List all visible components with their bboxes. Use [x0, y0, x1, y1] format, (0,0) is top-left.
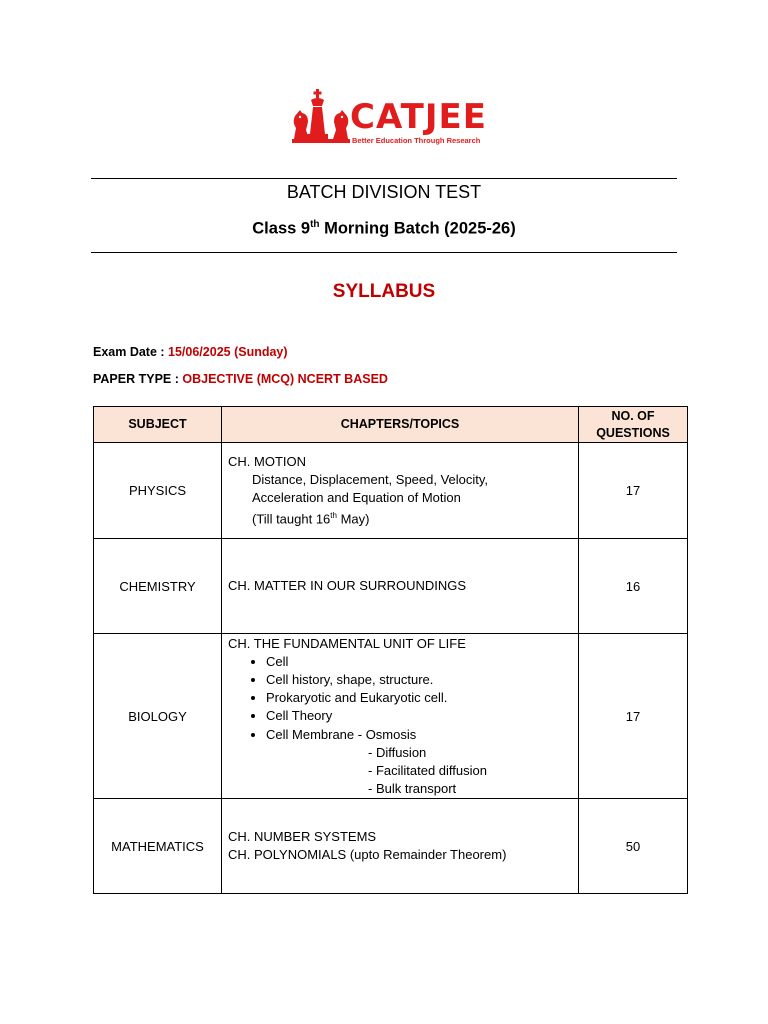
syllabus-table [93, 406, 688, 894]
chess-pieces-icon [290, 88, 352, 148]
question-count: 17 [579, 634, 688, 799]
list-item: • Cell Theory [266, 707, 572, 725]
top-divider [91, 178, 677, 179]
subject-cell: CHEMISTRY [94, 539, 222, 634]
subject-cell: MATHEMATICS [94, 799, 222, 894]
topic-line: Acceleration and Equation of Motion [252, 489, 461, 505]
chapter-title: CH. MOTION [228, 453, 306, 469]
exam-date [93, 345, 288, 359]
sub-item: - Bulk transport [368, 780, 457, 796]
exam-date-value: 15/06/2025 (Sunday) [168, 345, 288, 359]
topic-note: (Till taught 16th May) [252, 510, 370, 527]
question-count: 50 [579, 799, 688, 894]
logo-tagline: Better Education Through Research [352, 136, 481, 145]
header-questions: NO. OF QUESTIONS [579, 407, 688, 443]
table-row [94, 443, 688, 539]
logo-wordmark: CATJEE [350, 97, 487, 137]
bottom-divider [91, 252, 677, 253]
paper-type [93, 372, 388, 386]
subject-cell: BIOLOGY [94, 634, 222, 799]
catjee-logo [290, 88, 490, 150]
topics-cell [222, 634, 579, 799]
table-row [94, 799, 688, 894]
header-topics: CHAPTERS/TOPICS [222, 407, 579, 443]
topics-cell [222, 443, 579, 539]
paper-type-value: OBJECTIVE (MCQ) NCERT BASED [182, 372, 388, 386]
document-title: BATCH DIVISION TEST [286, 182, 482, 202]
topics-cell [222, 539, 579, 634]
chapter-title: CH. THE FUNDAMENTAL UNIT OF LIFE [228, 635, 466, 651]
sub-item: - Diffusion [368, 745, 427, 761]
list-item: • Prokaryotic and Eukaryotic cell. [266, 689, 572, 707]
chapter-title: CH. POLYNOMIALS (upto Remainder Theorem) [228, 847, 507, 862]
topic-bullet-list [228, 653, 572, 744]
topic-line: Distance, Displacement, Speed, Velocity, [252, 471, 489, 487]
chapter-title: CH. MATTER IN OUR SURROUNDINGS [228, 578, 467, 593]
list-item: • Cell [266, 653, 572, 671]
table-row [94, 539, 688, 634]
list-item: • Cell Membrane - Osmosis [266, 726, 572, 744]
question-count: 16 [579, 539, 688, 634]
subject-cell: PHYSICS [94, 443, 222, 539]
chapter-title: CH. NUMBER SYSTEMS [228, 829, 377, 844]
header-subject: SUBJECT [94, 407, 222, 443]
paper-type-label: PAPER TYPE : [93, 372, 183, 386]
question-count: 17 [579, 443, 688, 539]
exam-date-label: Exam Date : [93, 345, 169, 359]
sub-item: - Facilitated diffusion [368, 762, 487, 778]
list-item: • Cell history, shape, structure. [266, 671, 572, 689]
table-header-row [94, 407, 688, 443]
topics-cell [222, 799, 579, 894]
batch-subtitle: Class 9th Morning Batch (2025-26) [252, 219, 516, 238]
table-row [94, 634, 688, 799]
section-heading: SYLLABUS [332, 281, 436, 302]
